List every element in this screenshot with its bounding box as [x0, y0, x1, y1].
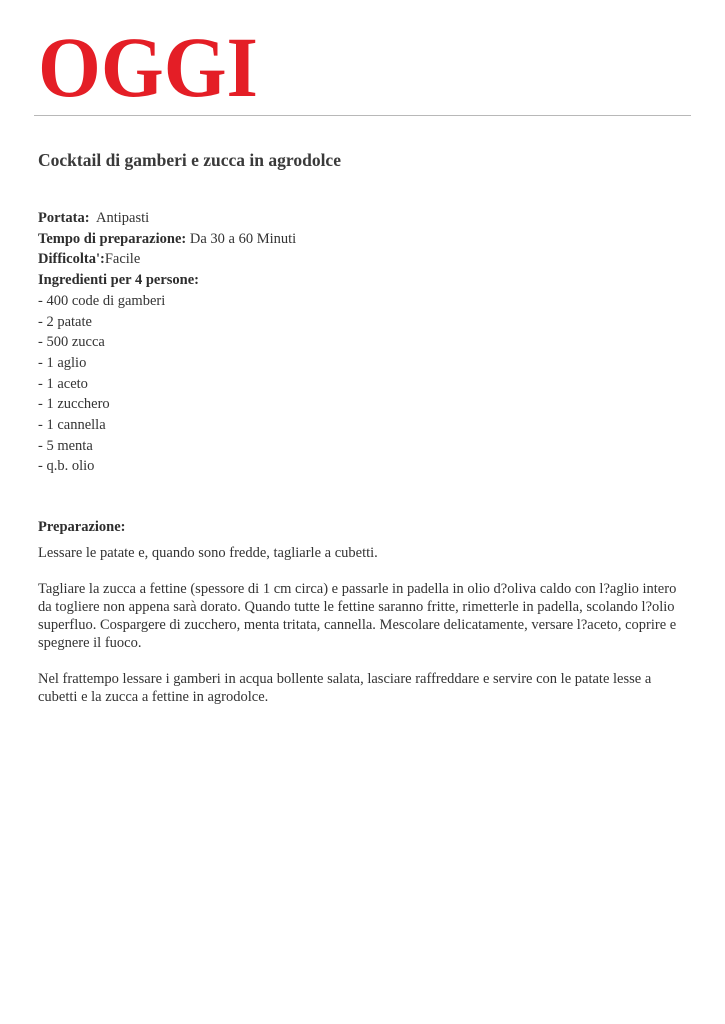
preparation-paragraph: Nel frattempo lessare i gamberi in acqua bollente salata, lasciare raffreddare e servire con le patate lesse a cubetti e la zucca a fettine in agrodolce. — [38, 671, 652, 705]
logo-wordmark: OGGI — [38, 33, 258, 99]
oggi-logo-graphic — [37, 33, 259, 99]
preparazione-heading: Preparazione: — [38, 519, 126, 535]
difficolta-value: Facile — [104, 251, 141, 268]
ingredienti-label: Ingredienti per 4 persone: — [38, 272, 199, 289]
ingredienti-row — [38, 270, 296, 291]
ingredients-list — [38, 291, 296, 477]
list-item: - 500 zucca — [38, 334, 105, 351]
list-item: - 2 patate — [38, 313, 92, 330]
preparation-paragraph: Lessare le patate e, quando sono fredde, tagliarle a cubetti. — [38, 545, 378, 561]
header-divider — [34, 115, 691, 116]
difficolta-row — [38, 249, 296, 270]
list-item: - q.b. olio — [38, 458, 95, 475]
list-item: - 5 menta — [38, 437, 93, 454]
list-item: - 1 cannella — [38, 417, 106, 434]
list-item: - 1 zucchero — [38, 396, 110, 413]
portata-value: Antipasti — [95, 210, 150, 226]
list-item: - 1 aglio — [38, 354, 87, 371]
preparation-paragraph: Tagliare la zucca a fettine (spessore di 1 cm circa) e passarle in padella in olio d?oliva caldo con l?aglio intero da togliere non appena sarà dorato. Quando tutte le fettine saranno fritte, rimetterle in padella, scolando l?olio superfluo. Cospargere di zucchero, menta tritata, cannella. Mescolare delicatamente, versare l?aceto, coprire e spegnere il fuoco. — [38, 581, 677, 651]
portata-label: Portata: — [38, 210, 90, 226]
portata-row — [38, 208, 296, 229]
list-item: - 1 aceto — [38, 375, 88, 392]
list-item: - 400 code di gamberi — [38, 292, 166, 309]
tempo-value: Da 30 a 60 Minuti — [189, 230, 297, 247]
tempo-row — [38, 229, 296, 250]
preparation-steps — [38, 544, 688, 724]
recipe-meta — [38, 208, 296, 477]
recipe-title: Cocktail di gamberi e zucca in agrodolce — [38, 150, 341, 170]
tempo-label: Tempo di preparazione: — [38, 230, 187, 247]
oggi-logo — [37, 33, 259, 99]
difficolta-label: Difficolta': — [38, 251, 105, 268]
